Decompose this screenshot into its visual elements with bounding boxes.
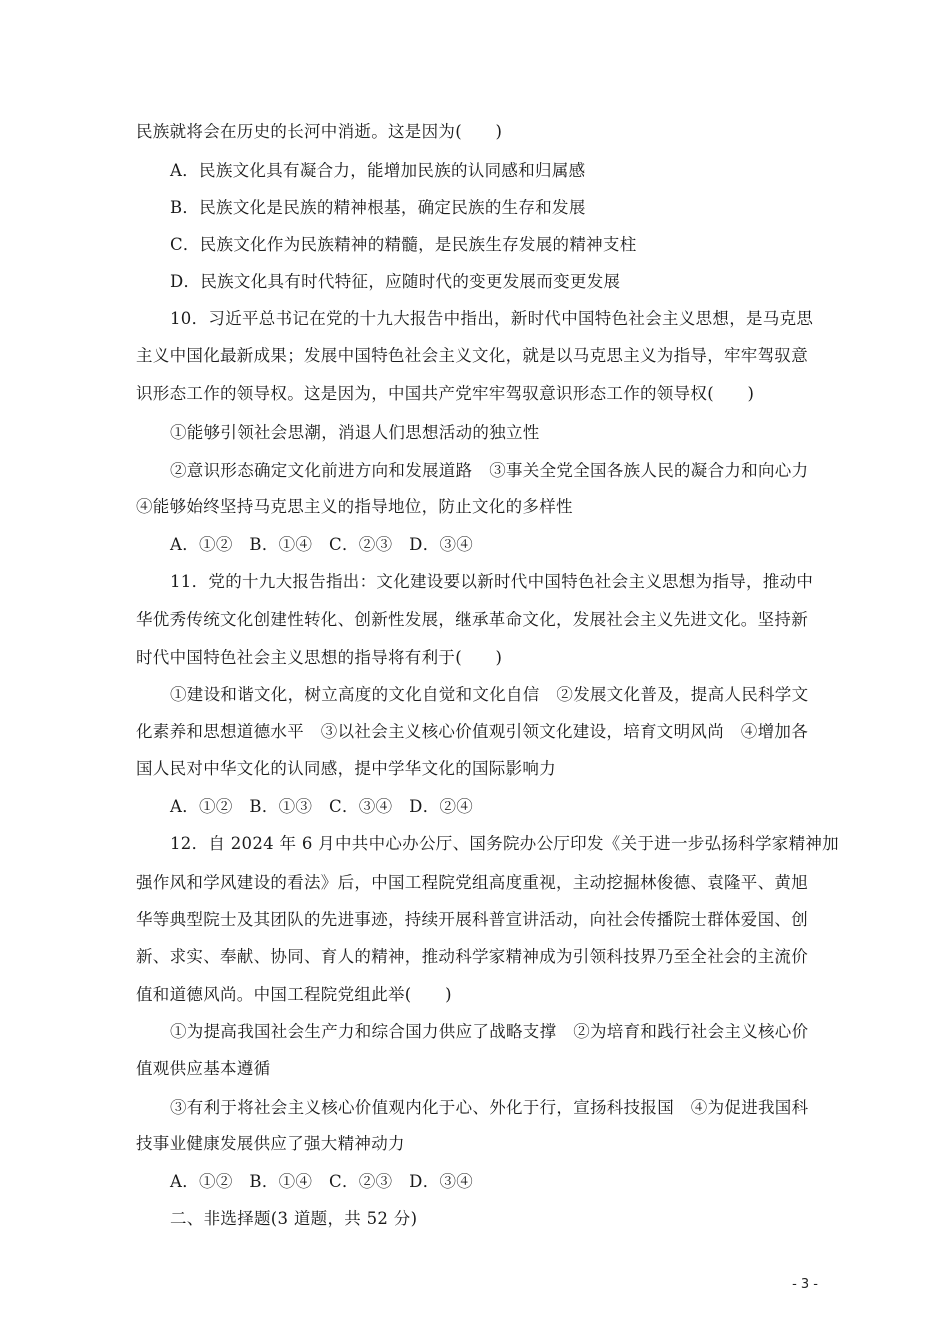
question-12-line: 值和道德风尚。中国工程院党组此举( ) — [136, 985, 452, 1004]
statement-line: ③有利于将社会主义核心价值观内化于心、外化于行，宣扬科技报国 ④为促进我国科 — [170, 1098, 809, 1117]
statement-line: 国人民对中华文化的认同感，提中学华文化的国际影响力 — [136, 759, 556, 778]
option-line: B．民族文化是民族的精神根基，确定民族的生存和发展 — [170, 198, 586, 217]
section-heading: 二、非选择题(3 道题，共 52 分) — [170, 1209, 418, 1228]
statement-line: ①为提高我国社会生产力和综合国力供应了战略支撑 ②为培育和践行社会主义核心价 — [170, 1022, 809, 1041]
question-11-line: 华优秀传统文化创建性转化、创新性发展，继承革命文化，发展社会主义先进文化。坚持新 — [136, 610, 808, 629]
text-line: 民族就将会在历史的长河中消逝。这是因为( ) — [136, 122, 503, 141]
question-12-line: 强作风和学风建设的看法》后，中国工程院党组高度重视，主动挖掘林俊德、袁隆平、黄旭 — [136, 873, 808, 892]
statement-line: ②意识形态确定文化前进方向和发展道路 ③事关全党全国各族人民的凝合力和向心力 — [170, 461, 809, 480]
statement-line: ①能够引领社会思潮，消退人们思想活动的独立性 — [170, 423, 540, 442]
question-11-line: 时代中国特色社会主义思想的指导将有利于( ) — [136, 648, 503, 667]
question-12-line: 12．自 2024 年 6 月中共中心办公厅、国务院办公厅印发《关于进一步弘扬科学家精神加 — [170, 834, 839, 853]
question-10-line: 识形态工作的领导权。这是因为，中国共产党牢牢驾驭意识形态工作的领导权( ) — [136, 384, 755, 403]
question-10-line: 10．习近平总书记在党的十九大报告中指出，新时代中国特色社会主义思想，是马克思 — [170, 309, 814, 328]
answer-options: A．①② B．①④ C．②③ D．③④ — [170, 1172, 474, 1191]
option-line: C．民族文化作为民族精神的精髓，是民族生存发展的精神支柱 — [170, 235, 637, 254]
question-11-line: 11．党的十九大报告指出：文化建设要以新时代中国特色社会主义思想为指导，推动中 — [170, 572, 814, 591]
option-line: D．民族文化具有时代特征，应随时代的变更发展而变更发展 — [170, 272, 621, 291]
page-number: - 3 - — [792, 1277, 818, 1292]
statement-line: 值观供应基本遵循 — [136, 1059, 271, 1078]
question-10-line: 主义中国化最新成果；发展中国特色社会主义文化，就是以马克思主义为指导，牢牢驾驭意 — [136, 346, 808, 365]
statement-line: ①建设和谐文化，树立高度的文化自觉和文化自信 ②发展文化普及，提高人民科学文 — [170, 685, 809, 704]
statement-line: 技事业健康发展供应了强大精神动力 — [136, 1134, 405, 1153]
answer-options: A．①② B．①③ C．③④ D．②④ — [170, 797, 474, 816]
statement-line: 化素养和思想道德水平 ③以社会主义核心价值观引领文化建设，培育文明风尚 ④增加各 — [136, 722, 808, 741]
statement-line: ④能够始终坚持马克思主义的指导地位，防止文化的多样性 — [136, 497, 573, 516]
answer-options: A．①② B．①④ C．②③ D．③④ — [170, 535, 474, 554]
option-line: A．民族文化具有凝合力，能增加民族的认同感和归属感 — [170, 161, 586, 180]
question-12-line: 新、求实、奉献、协同、育人的精神，推动科学家精神成为引领科技界乃至全社会的主流价 — [136, 947, 808, 966]
question-12-line: 华等典型院士及其团队的先进事迹，持续开展科普宣讲活动，向社会传播院士群体爱国、创 — [136, 910, 808, 929]
